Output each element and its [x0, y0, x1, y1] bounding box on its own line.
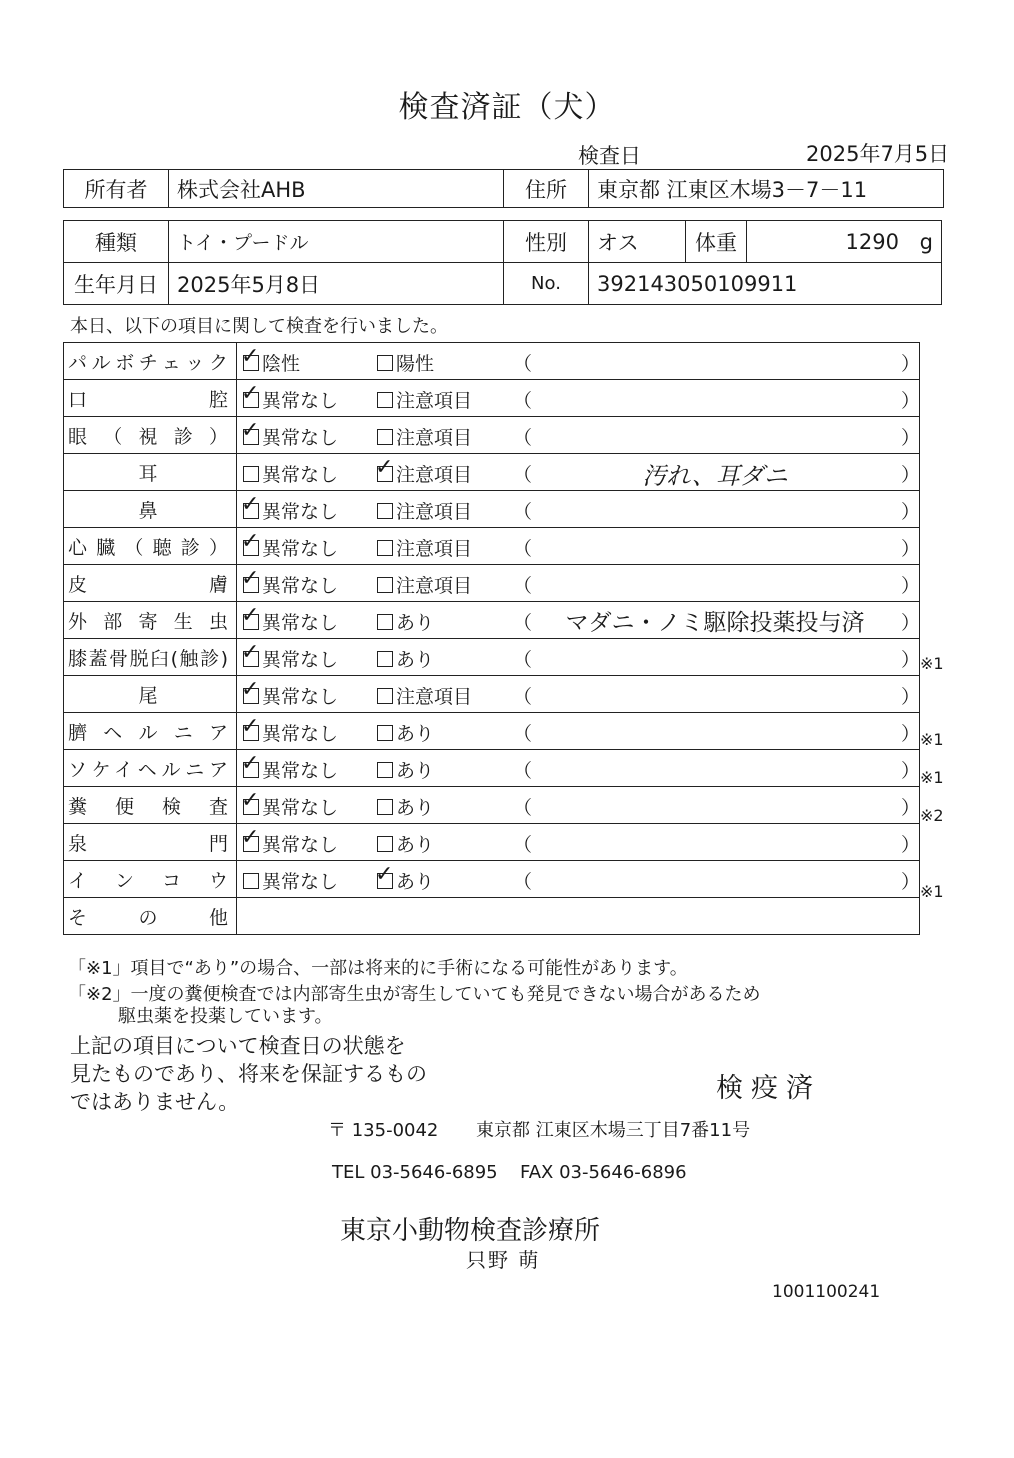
checkbox[interactable]	[377, 429, 393, 445]
intro-text: 本日、以下の項目に関して検査を行いました。	[70, 316, 448, 337]
checkbox[interactable]	[241, 381, 260, 408]
inspection-item-cell	[64, 491, 237, 528]
footnote-mark: ※2	[920, 806, 944, 825]
inspection-row	[64, 380, 920, 417]
check-mark-icon: ✓	[241, 381, 260, 406]
result-option-1[interactable]	[241, 714, 339, 746]
inspection-result-cell	[237, 750, 920, 787]
option-label: あり	[396, 760, 435, 782]
option-label: 異常なし	[262, 686, 339, 708]
checkbox[interactable]	[377, 577, 393, 593]
inspection-item-name: パルボチェック	[68, 351, 228, 374]
checkbox[interactable]	[241, 418, 260, 445]
result-option-2[interactable]	[375, 862, 435, 894]
check-mark-icon: ✓	[241, 529, 260, 554]
checkbox[interactable]	[241, 344, 260, 371]
inspection-item-name: 眼（視診）	[68, 425, 228, 448]
paren-close: ）	[901, 427, 921, 449]
option-label: 異常なし	[262, 501, 339, 523]
check-mark-icon: ✓	[241, 751, 260, 776]
result-option-1[interactable]	[241, 677, 339, 709]
quarantine-stamp: 検疫済	[716, 1073, 821, 1104]
inspection-result-cell	[237, 343, 920, 380]
inspection-item-cell	[64, 343, 237, 380]
option-label: 陰性	[262, 353, 301, 375]
result-option-2[interactable]	[377, 386, 472, 413]
disclaimer-line: 上記の項目について検査日の状態を	[70, 1034, 406, 1058]
inspection-item-name: 泉門	[68, 832, 228, 855]
check-mark-icon: ✓	[241, 566, 260, 591]
inspection-item-name: 口腔	[68, 388, 228, 411]
inspection-item-cell	[64, 565, 237, 602]
option-label: 異常なし	[262, 797, 339, 819]
option-label: 注意項目	[396, 501, 473, 523]
weight-value: 1290	[845, 229, 899, 254]
checkbox[interactable]	[377, 614, 393, 630]
checkbox[interactable]	[243, 466, 259, 482]
disclaimer-line: ではありません。	[70, 1090, 240, 1114]
check-mark-icon: ✓	[241, 788, 260, 813]
inspection-item-name: 皮膚	[68, 573, 228, 596]
paren-close: ）	[901, 390, 921, 412]
inspection-row	[64, 417, 920, 454]
inspection-result-cell	[237, 528, 920, 565]
result-option-2[interactable]	[377, 756, 434, 783]
option-label: 異常なし	[262, 390, 339, 412]
inspection-item-cell	[64, 528, 237, 565]
result-option-2[interactable]	[377, 497, 472, 524]
inspection-result-cell	[237, 454, 920, 491]
paren-close: ）	[901, 501, 921, 523]
inspection-row	[64, 343, 920, 380]
option-label: 陽性	[396, 353, 435, 375]
footnote-mark: ※1	[920, 768, 944, 787]
checkbox[interactable]	[241, 788, 260, 815]
checkbox[interactable]	[241, 566, 260, 593]
inspection-row	[64, 602, 920, 639]
checkbox[interactable]	[377, 503, 393, 519]
sex-label: 性別	[504, 221, 589, 263]
no-value: 392143050109911	[589, 263, 942, 305]
footnote-mark: ※1	[920, 654, 944, 673]
check-mark-icon: ✓	[241, 825, 260, 850]
inspection-row	[64, 639, 920, 676]
inspection-result-cell	[237, 380, 920, 417]
paren-close: ）	[901, 575, 921, 597]
birth-label: 生年月日	[64, 263, 169, 305]
paren-open: （	[513, 871, 533, 893]
pet-table	[63, 220, 942, 305]
option-label: 異常なし	[262, 723, 339, 745]
paren-open: （	[513, 649, 533, 671]
checkbox[interactable]	[377, 355, 393, 371]
birth-value: 2025年5月8日	[169, 263, 504, 305]
paren-close: ）	[901, 612, 921, 634]
check-mark-icon: ✓	[241, 418, 260, 443]
result-option-1[interactable]	[241, 640, 339, 672]
result-option-1[interactable]	[241, 788, 339, 820]
inspection-result-cell	[237, 861, 920, 898]
checkbox[interactable]	[243, 873, 259, 889]
inspection-item-cell	[64, 639, 237, 676]
clinic-fax: FAX 03-5646-6896	[520, 1162, 687, 1183]
inspection-result-cell	[237, 713, 920, 750]
option-label: 注意項目	[396, 538, 473, 560]
paren-close: ）	[901, 353, 921, 375]
checkbox[interactable]	[377, 762, 393, 778]
paren-close: ）	[901, 649, 921, 671]
result-option-2[interactable]	[377, 571, 472, 598]
checkbox[interactable]	[241, 640, 260, 667]
option-label: 注意項目	[396, 464, 473, 486]
checkbox[interactable]	[241, 677, 260, 704]
inspection-row	[64, 454, 920, 491]
inspection-item-cell	[64, 676, 237, 713]
check-mark-icon: ✓	[241, 492, 260, 517]
checkbox[interactable]	[377, 651, 393, 667]
paren-close: ）	[901, 760, 921, 782]
paren-close: ）	[901, 686, 921, 708]
footnote-2: 「※2」一度の糞便検査では内部寄生虫が寄生していても発見できない場合があるため	[68, 984, 761, 1005]
paren-open: （	[513, 538, 533, 560]
inspection-result-cell	[237, 417, 920, 454]
paren-open: （	[513, 760, 533, 782]
inspection-item-cell	[64, 380, 237, 417]
result-option-2[interactable]	[377, 830, 434, 857]
disclaimer-line: 見たものであり、将来を保証するもの	[70, 1062, 427, 1086]
exam-date-value: 2025年7月5日	[806, 142, 950, 166]
checkbox[interactable]	[377, 725, 393, 741]
no-label: No.	[504, 263, 589, 305]
option-label: 異常なし	[262, 649, 339, 671]
paren-open: （	[513, 723, 533, 745]
inspection-row	[64, 565, 920, 602]
check-mark-icon: ✓	[241, 344, 260, 369]
result-option-1[interactable]	[241, 381, 339, 413]
inspection-result-cell	[237, 639, 920, 676]
paren-open: （	[513, 686, 533, 708]
inspection-item-cell	[64, 824, 237, 861]
option-label: 注意項目	[396, 390, 473, 412]
breed-value: トイ・プードル	[169, 221, 504, 263]
option-label: 異常なし	[262, 760, 339, 782]
inspection-row	[64, 750, 920, 787]
option-label: あり	[396, 871, 435, 893]
paren-open: （	[513, 834, 533, 856]
option-label: あり	[396, 612, 435, 634]
result-option-1[interactable]	[241, 344, 301, 376]
check-mark-icon: ✓	[241, 714, 260, 739]
check-mark-icon: ✓	[241, 603, 260, 628]
result-option-1[interactable]	[241, 603, 339, 635]
address-value: 東京都 江東区木場3－7－11	[589, 170, 944, 208]
address-label: 住所	[504, 170, 589, 208]
inspection-item-name: その他	[68, 906, 228, 929]
checkbox[interactable]	[241, 492, 260, 519]
inspection-result-cell	[237, 676, 920, 713]
option-label: 異常なし	[262, 427, 339, 449]
certificate-title: 検査済証（犬）	[398, 90, 616, 125]
paren-open: （	[513, 575, 533, 597]
inspection-result-cell	[237, 491, 920, 528]
check-mark-icon: ✓	[375, 862, 394, 887]
option-label: 異常なし	[262, 575, 339, 597]
owner-label: 所有者	[64, 170, 169, 208]
inspection-item-cell	[64, 787, 237, 824]
checkbox[interactable]	[241, 603, 260, 630]
clinic-address: 東京都 江東区木場三丁目7番11号	[476, 1120, 751, 1141]
inspection-item-name: ソケイヘルニア	[68, 758, 228, 781]
result-option-2[interactable]	[377, 608, 434, 635]
inspection-item-cell	[64, 713, 237, 750]
option-label: 異常なし	[262, 538, 339, 560]
paren-open: （	[513, 390, 533, 412]
checkbox[interactable]	[377, 799, 393, 815]
result-option-2[interactable]	[377, 645, 434, 672]
inspection-item-name: インコウ	[68, 869, 228, 892]
paren-close: ）	[901, 871, 921, 893]
result-option-1[interactable]	[241, 492, 339, 524]
footnote-mark: ※1	[920, 882, 944, 901]
paren-close: ）	[901, 797, 921, 819]
inspection-item-name: 尾	[138, 684, 158, 707]
owner-table	[63, 169, 944, 208]
inspection-row	[64, 824, 920, 861]
check-mark-icon: ✓	[241, 640, 260, 665]
option-label: 異常なし	[262, 612, 339, 634]
paren-close: ）	[901, 464, 921, 486]
paren-close: ）	[901, 538, 921, 560]
option-label: 注意項目	[396, 575, 473, 597]
inspection-note: 汚れ、耳ダニ	[642, 462, 788, 490]
inspection-table	[63, 342, 920, 935]
inspection-row	[64, 898, 920, 935]
inspection-note: マダニ・ノミ駆除投薬投与済	[565, 610, 865, 636]
checkbox[interactable]	[377, 836, 393, 852]
inspection-row	[64, 787, 920, 824]
inspection-item-name: 心臓（聴診）	[68, 536, 228, 559]
inspection-row	[64, 861, 920, 898]
inspection-row	[64, 676, 920, 713]
footnote-2-cont: 駆虫薬を投薬しています。	[118, 1006, 333, 1027]
result-option-1[interactable]	[241, 418, 339, 450]
checkbox[interactable]	[375, 455, 394, 482]
paren-close: ）	[901, 834, 921, 856]
clinic-tel: TEL 03-5646-6895	[332, 1162, 498, 1183]
weight-unit: g	[919, 229, 933, 254]
option-label: 注意項目	[396, 427, 473, 449]
sex-value: オス	[589, 221, 686, 263]
serial-number: 1001100241	[772, 1282, 881, 1302]
inspection-result-cell	[237, 898, 920, 935]
inspection-result-cell	[237, 824, 920, 861]
inspection-row	[64, 528, 920, 565]
checkbox[interactable]	[241, 529, 260, 556]
inspection-item-cell	[64, 417, 237, 454]
option-label: 異常なし	[262, 834, 339, 856]
inspection-row	[64, 491, 920, 528]
footnote-mark: ※1	[920, 730, 944, 749]
inspection-item-name: 耳	[138, 462, 158, 485]
result-option-2[interactable]	[375, 455, 473, 487]
paren-open: （	[513, 501, 533, 523]
result-option-1[interactable]	[241, 566, 339, 598]
result-option-2[interactable]	[377, 793, 434, 820]
result-option-2[interactable]	[377, 719, 434, 746]
inspection-item-name: 鼻	[138, 499, 158, 522]
checkbox[interactable]	[241, 751, 260, 778]
checkbox[interactable]	[375, 862, 394, 889]
paren-open: （	[513, 464, 533, 486]
checkbox[interactable]	[241, 825, 260, 852]
checkbox[interactable]	[377, 540, 393, 556]
inspection-item-name: 外部寄生虫	[68, 610, 228, 633]
postal-code: 〒 135-0042	[328, 1120, 439, 1141]
option-label: あり	[396, 649, 435, 671]
paren-close: ）	[901, 723, 921, 745]
inspection-item-name: 糞便検査	[68, 795, 228, 818]
result-option-1[interactable]	[241, 529, 339, 561]
inspection-item-cell	[64, 861, 237, 898]
result-option-2[interactable]	[377, 534, 472, 561]
inspection-result-cell	[237, 602, 920, 639]
checkbox[interactable]	[377, 688, 393, 704]
doctor-name: 只野 萌	[466, 1248, 541, 1272]
disclaimer	[70, 1032, 427, 1116]
result-option-1[interactable]	[241, 751, 339, 783]
inspection-item-cell	[64, 750, 237, 787]
checkbox[interactable]	[241, 714, 260, 741]
option-label: 注意項目	[396, 686, 473, 708]
footnote-1: 「※1」項目で“あり”の場合、一部は将来的に手術になる可能性があります。	[68, 958, 688, 979]
inspection-row	[64, 713, 920, 750]
weight-label: 体重	[686, 221, 747, 263]
clinic-name: 東京小動物検査診療所	[339, 1216, 600, 1246]
exam-date-label: 検査日	[578, 144, 641, 168]
inspection-result-cell	[237, 787, 920, 824]
option-label: 異常なし	[262, 871, 339, 893]
option-label: あり	[396, 797, 435, 819]
paren-open: （	[513, 797, 533, 819]
weight-cell	[747, 221, 942, 263]
breed-label: 種類	[64, 221, 169, 263]
checkbox[interactable]	[377, 392, 393, 408]
result-option-2[interactable]	[377, 423, 472, 450]
result-option-1[interactable]	[241, 825, 339, 857]
inspection-item-name: 膝蓋骨脱臼(触診)	[68, 647, 228, 670]
owner-value: 株式会社AHB	[169, 170, 504, 208]
paren-open: （	[513, 612, 533, 634]
inspection-item-cell	[64, 898, 237, 935]
option-label: あり	[396, 834, 435, 856]
inspection-result-cell	[237, 565, 920, 602]
result-option-1[interactable]	[243, 867, 338, 894]
paren-open: （	[513, 353, 533, 375]
inspection-item-name: 臍ヘルニア	[68, 721, 228, 744]
result-option-2[interactable]	[377, 682, 472, 709]
result-option-1[interactable]	[243, 460, 338, 487]
option-label: 異常なし	[262, 464, 339, 486]
check-mark-icon: ✓	[241, 677, 260, 702]
check-mark-icon: ✓	[375, 455, 394, 480]
inspection-item-cell	[64, 454, 237, 491]
result-option-2[interactable]	[377, 349, 434, 376]
inspection-item-cell	[64, 602, 237, 639]
paren-open: （	[513, 427, 533, 449]
option-label: あり	[396, 723, 435, 745]
